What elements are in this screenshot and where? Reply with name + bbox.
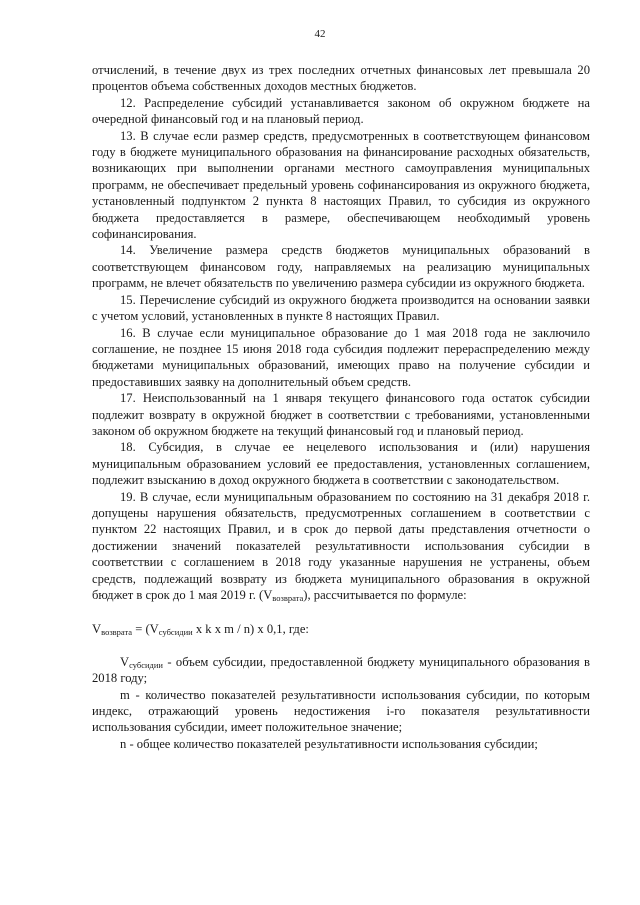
paragraph-15: 15. Перечисление субсидий из окружного бюджета производится на основании заявки с учетом условий, установленных в пункте 8 настоящих Правил. (92, 292, 590, 324)
definition-m: m - количество показателей результативности использования субсидии, по которым индекс, отражающий уровень недостижения i-го показателя результативности использования субсидии, имеет положительное значение; (92, 687, 590, 735)
formula-v: V (92, 622, 102, 637)
formula-mid: = (V (132, 622, 159, 637)
formula-tail: x k x m / n) x 0,1, где: (192, 622, 309, 637)
paragraph-12: 12. Распределение субсидий устанавливается законом об окружном бюджете на очередной финансовый год и на плановый период. (92, 95, 590, 127)
paragraph-continuation: отчислений, в течение двух из трех последних отчетных финансовых лет превышала 20 процентов объема собственных доходов местных бюджетов. (92, 63, 590, 94)
paragraph-14: 14. Увеличение размера средств бюджетов муниципальных образований в соответствующем финансовом году, направляемых на реализацию муниципальных программ, не влечет обязательств по увеличению размера субсидии из окружного бюджета. (92, 243, 590, 291)
formula-sub-vozvrata: возврата (101, 627, 133, 638)
definition-n: n - общее количество показателей результативности использования субсидии; (120, 736, 538, 751)
paragraph-17: 17. Неиспользованный на 1 января текущего финансового года остаток субсидии подлежит возврату в окружной бюджет в соответствии с требованиями, установленными законом об окружном бюджете на текущий финансовый год и плановый период. (92, 391, 590, 438)
paragraph-19-text: 19. В случае, если муниципальным образованием по состоянию на 31 декабря 2018 г. допущены нарушения обязательств, предусмотренных соглашением в соответствии с пунктом 22 настоящих Правил, и в срок до первой даты представления отчетности о достижении значений показателей результативности использования субсидии в соответствии с соглашением в 2018 году указанные нарушения не устранены, объем средств, подлежащий возврату из бюджета муниципального образования в окружной бюджет в срок до 1 мая 2019 г. (V (92, 489, 590, 602)
paragraph-18: 18. Субсидия, в случае ее нецелевого использования и (или) нарушения муниципальным образованием условий ее предоставления, установленных соглашением, подлежит взысканию в доход окружного бюджета в соответствии с законодательством. (92, 440, 590, 488)
formula (92, 621, 590, 637)
definition-v-subsidii (92, 654, 590, 687)
paragraph-13: 13. В случае если размер средств, предусмотренных в соответствующем финансовом году в бюджете муниципального образования на финансирование расходных обязательств, возникающих при выполнении органами местного самоуправления муниципальных программ, не обеспечивает предельный уровень софинансирования из окружного бюджета, установленный подпунктом 2 пункта 8 настоящих Правил, то субсидия из окружного бюджета предоставляется в размере, обеспечивающем необходимый уровень софинансирования. (92, 128, 590, 242)
definition-v: V (120, 654, 130, 669)
document-body (92, 62, 590, 752)
page-number: 42 (314, 28, 326, 40)
paragraph-19 (92, 489, 590, 604)
definition-v-subscript: субсидии (129, 659, 163, 670)
paragraph-19-subscript: возврата (272, 593, 304, 603)
definition-v-text: - объем субсидии, предоставленной бюджету муниципального образования в 2018 году; (92, 654, 590, 686)
paragraph-19-tail: ), рассчитывается по формуле: (303, 588, 467, 602)
paragraph-16: 16. В случае если муниципальное образование до 1 мая 2018 года не заключило соглашение, не позднее 15 июня 2018 года субсидия подлежит перераспределению между бюджетами муниципальных образований, имеющих право на получение субсидии и предоставивших заявку на дополнительный объем средств. (92, 325, 590, 389)
formula-sub-subsidii: субсидии (158, 627, 193, 638)
